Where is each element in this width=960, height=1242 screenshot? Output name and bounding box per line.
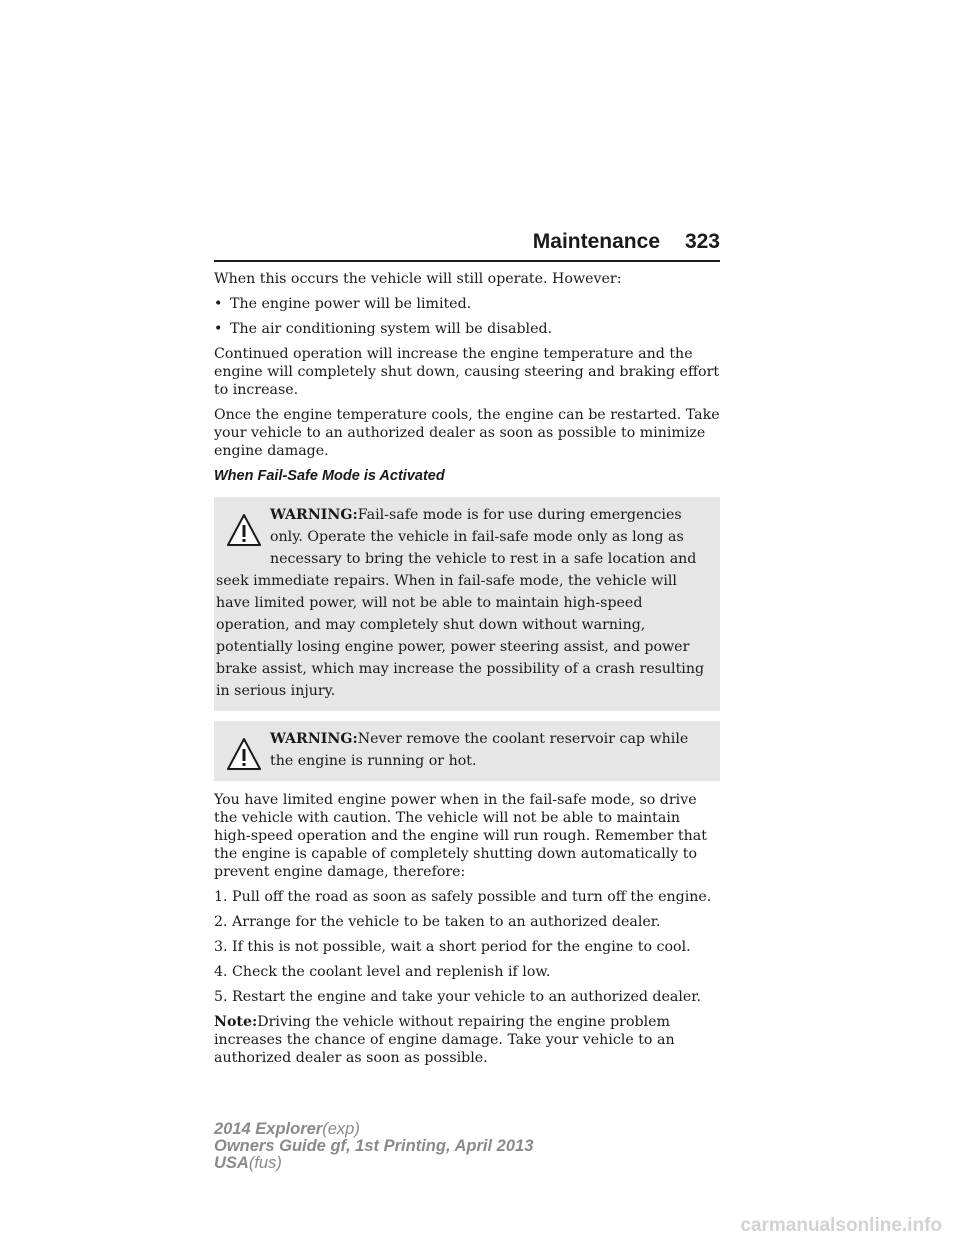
warning-triangle-icon [226,736,262,774]
bullet-icon: • [214,321,223,337]
warning-box [214,497,720,711]
page-footer [214,1121,533,1172]
footer-market: USA [214,1154,249,1172]
footer-guide-info: Owners Guide gf, 1st Printing, April 2013 [214,1137,534,1155]
footer-model-code: (exp) [322,1120,360,1138]
paragraph: You have limited engine power when in the fail-safe mode, so drive the vehicle with caution. The vehicle will not be able to maintain high-speed operation and the engine will run rough. Remember that the engine is capable of completely shutting down automatically to prevent engine damage, therefore: [214,792,707,880]
warning-label: WARNING: [270,507,358,523]
note-text: Driving the vehicle without repairing the engine problem increases the chance of engine damage. Take your vehicle to an authorized dealer as soon as possible. [214,1014,675,1066]
page-content [214,270,720,1074]
section-title: Maintenance [532,230,660,253]
paragraph: Once the engine temperature cools, the engine can be restarted. Take your vehicle to an authorized dealer as soon as possible to minimize engine damage. [214,407,720,459]
footer-market-code: (fus) [248,1154,282,1172]
footer-line [214,1155,533,1172]
intro-paragraph: When this occurs the vehicle will still operate. However: [214,271,622,287]
note-label: Note: [214,1014,258,1030]
bullet-item [214,320,720,338]
warning-label: WARNING: [270,731,358,747]
bullet-text: The engine power will be limited. [230,296,472,312]
note-paragraph [214,1013,720,1067]
step-item: 5. Restart the engine and take your vehicle to an authorized dealer. [214,989,702,1005]
footer-line [214,1121,533,1138]
bullet-text: The air conditioning system will be disabled. [230,321,553,337]
step-item: 2. Arrange for the vehicle to be taken to an authorized dealer. [214,914,661,930]
footer-model: 2014 Explorer [214,1120,323,1138]
warning-triangle-icon [226,512,262,550]
step-item: 3. If this is not possible, wait a short period for the engine to cool. [214,939,691,955]
bullet-item [214,295,720,313]
bullet-icon: • [214,296,223,312]
step-item: 1. Pull off the road as soon as safely possible and turn off the engine. [214,889,712,905]
warning-text: Fail-safe mode is for use during emergencies only. Operate the vehicle in fail-safe mode only as long as necessary to bring the vehicle to rest in a safe location and seek immediate repairs. When in fail-safe mode, the vehicle will have limited power, will not be able to maintain high-speed operation, and may completely shut down without warning, potentially losing engine power, power steering assist, and power brake assist, which may increase the possibility of a crash resulting in serious injury. [216,507,705,699]
subheading: When Fail-Safe Mode is Activated [214,468,445,484]
warning-box [214,721,720,781]
paragraph: Continued operation will increase the engine temperature and the engine will completely shut down, causing steering and braking effort to increase. [214,346,720,398]
watermark: carmanualsonline.info [740,1215,942,1236]
warning-text: Never remove the coolant reservoir cap while the engine is running or hot. [270,731,689,769]
page-header [214,228,720,262]
step-item: 4. Check the coolant level and replenish if low. [214,964,551,980]
page-number: 323 [684,230,720,253]
